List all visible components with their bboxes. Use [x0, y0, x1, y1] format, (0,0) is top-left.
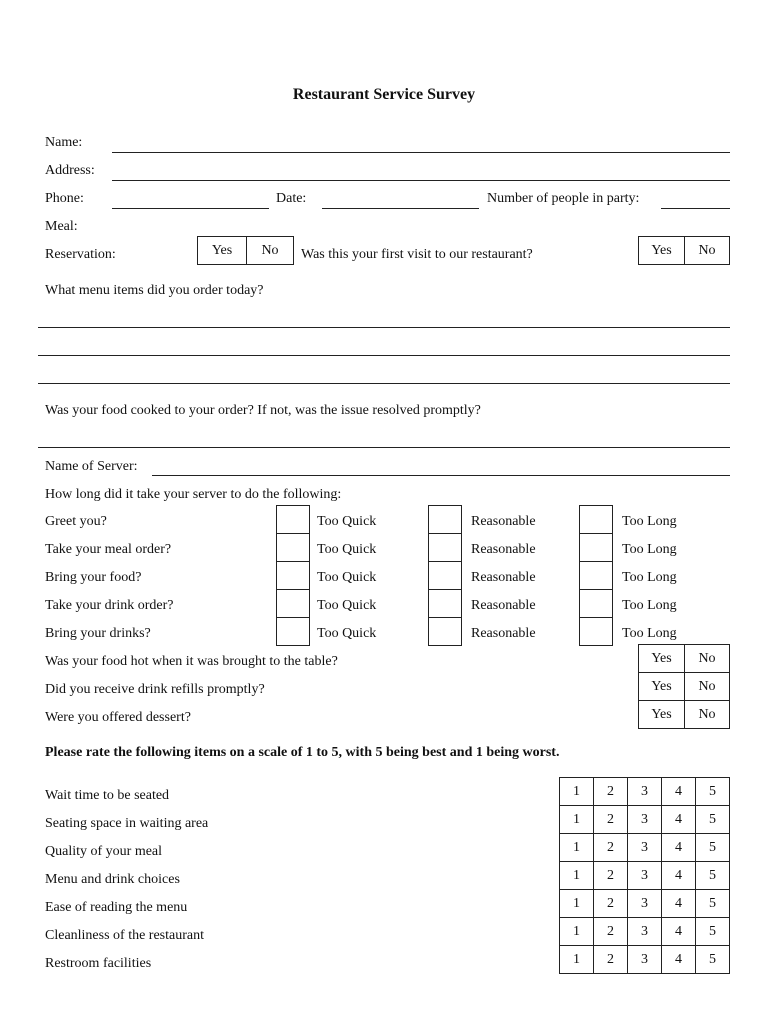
rating-item-label: Ease of reading the menu	[45, 900, 188, 915]
rating-value: 3	[641, 951, 648, 967]
timing-checkbox-too-long[interactable]	[579, 505, 613, 534]
rating-value: 1	[573, 895, 580, 911]
reservation-label: Reservation:	[45, 247, 116, 262]
rating-instruction: Please rate the following items on a scale of 1 to 5, with 5 being best and 1 being worst.	[45, 745, 560, 760]
rating-value: 5	[709, 867, 716, 883]
rating-option-3[interactable]	[627, 805, 662, 834]
timing-option-label: Too Quick	[317, 542, 377, 557]
timing-question: Bring your drinks?	[45, 626, 151, 641]
rating-option-4[interactable]	[661, 945, 696, 974]
rating-option-2[interactable]	[593, 917, 628, 946]
rating-option-3[interactable]	[627, 777, 662, 806]
no-text: No	[698, 678, 716, 694]
rating-option-2[interactable]	[593, 861, 628, 890]
menu-items-line-1[interactable]	[38, 327, 730, 328]
yes-no-no-option[interactable]	[684, 672, 730, 701]
rating-option-4[interactable]	[661, 917, 696, 946]
rating-value: 5	[709, 923, 716, 939]
rating-item-label: Quality of your meal	[45, 844, 163, 859]
rating-option-2[interactable]	[593, 777, 628, 806]
menu-items-question: What menu items did you order today?	[45, 283, 264, 298]
rating-value: 2	[607, 923, 614, 939]
server-field[interactable]	[152, 475, 730, 476]
yes-text: Yes	[651, 678, 672, 694]
rating-option-5[interactable]	[695, 805, 730, 834]
rating-option-1[interactable]	[559, 889, 594, 918]
rating-value: 3	[641, 839, 648, 855]
yes-no-question: Did you receive drink refills promptly?	[45, 682, 265, 697]
rating-value: 3	[641, 811, 648, 827]
rating-value: 4	[675, 783, 682, 799]
rating-value: 1	[573, 783, 580, 799]
rating-value: 3	[641, 895, 648, 911]
rating-option-5[interactable]	[695, 945, 730, 974]
rating-option-2[interactable]	[593, 945, 628, 974]
rating-value: 1	[573, 923, 580, 939]
yes-no-no-option[interactable]	[684, 644, 730, 673]
rating-value: 2	[607, 951, 614, 967]
address-field[interactable]	[112, 180, 730, 181]
server-label: Name of Server:	[45, 459, 138, 474]
name-field[interactable]	[112, 152, 730, 153]
menu-items-line-2[interactable]	[38, 355, 730, 356]
timing-question: Bring your food?	[45, 570, 142, 585]
timing-checkbox-too-quick[interactable]	[276, 589, 310, 618]
rating-option-1[interactable]	[559, 805, 594, 834]
cooked-question: Was your food cooked to your order? If not, was the issue resolved promptly?	[45, 403, 481, 418]
rating-option-3[interactable]	[627, 833, 662, 862]
rating-option-3[interactable]	[627, 889, 662, 918]
rating-value: 5	[709, 839, 716, 855]
timing-checkbox-too-quick[interactable]	[276, 505, 310, 534]
yes-text: Yes	[651, 242, 672, 258]
yes-text: Yes	[651, 706, 672, 722]
rating-value: 2	[607, 895, 614, 911]
rating-option-1[interactable]	[559, 833, 594, 862]
meal-label: Meal:	[45, 219, 78, 234]
rating-option-5[interactable]	[695, 889, 730, 918]
rating-value: 5	[709, 951, 716, 967]
party-field[interactable]	[661, 208, 730, 209]
timing-checkbox-reasonable[interactable]	[428, 505, 462, 534]
rating-value: 5	[709, 895, 716, 911]
rating-item-label: Menu and drink choices	[45, 872, 180, 887]
timing-option-label: Too Quick	[317, 514, 377, 529]
first-visit-yes-option[interactable]	[638, 236, 685, 265]
rating-value: 2	[607, 839, 614, 855]
timing-option-label: Reasonable	[471, 626, 536, 641]
timing-option-label: Too Long	[622, 626, 677, 641]
rating-value: 4	[675, 811, 682, 827]
rating-value: 3	[641, 923, 648, 939]
timing-checkbox-too-long[interactable]	[579, 589, 613, 618]
cooked-answer-line[interactable]	[38, 447, 730, 448]
rating-option-5[interactable]	[695, 861, 730, 890]
rating-item-label: Wait time to be seated	[45, 788, 170, 803]
rating-value: 1	[573, 839, 580, 855]
timing-option-label: Too Long	[622, 598, 677, 613]
timing-checkbox-too-long[interactable]	[579, 533, 613, 562]
rating-option-1[interactable]	[559, 861, 594, 890]
rating-value: 3	[641, 783, 648, 799]
timing-checkbox-too-quick[interactable]	[276, 617, 310, 646]
timing-option-label: Too Long	[622, 514, 677, 529]
timing-checkbox-too-long[interactable]	[579, 617, 613, 646]
rating-option-5[interactable]	[695, 833, 730, 862]
rating-value: 1	[573, 951, 580, 967]
timing-checkbox-reasonable[interactable]	[428, 589, 462, 618]
rating-option-2[interactable]	[593, 805, 628, 834]
yes-text: Yes	[651, 650, 672, 666]
yes-no-yes-option[interactable]	[638, 644, 685, 673]
reservation-no-option[interactable]	[246, 236, 294, 265]
rating-value: 4	[675, 895, 682, 911]
rating-option-1[interactable]	[559, 777, 594, 806]
timing-question: Take your drink order?	[45, 598, 174, 613]
timing-checkbox-reasonable[interactable]	[428, 561, 462, 590]
rating-option-5[interactable]	[695, 917, 730, 946]
timing-checkbox-too-quick[interactable]	[276, 533, 310, 562]
timing-checkbox-reasonable[interactable]	[428, 533, 462, 562]
rating-option-3[interactable]	[627, 945, 662, 974]
rating-option-4[interactable]	[661, 833, 696, 862]
rating-value: 1	[573, 867, 580, 883]
timing-option-label: Reasonable	[471, 598, 536, 613]
rating-option-5[interactable]	[695, 777, 730, 806]
timing-option-label: Reasonable	[471, 542, 536, 557]
timing-option-label: Too Long	[622, 570, 677, 585]
timing-option-label: Reasonable	[471, 570, 536, 585]
rating-value: 4	[675, 867, 682, 883]
rating-value: 4	[675, 923, 682, 939]
rating-option-3[interactable]	[627, 917, 662, 946]
first-visit-question: Was this your first visit to our restaurant?	[301, 247, 533, 262]
no-text: No	[698, 706, 716, 722]
rating-value: 3	[641, 867, 648, 883]
phone-label: Phone:	[45, 191, 84, 206]
phone-field[interactable]	[112, 208, 269, 209]
rating-option-4[interactable]	[661, 805, 696, 834]
reservation-yes-option[interactable]	[197, 236, 247, 265]
timing-option-label: Too Long	[622, 542, 677, 557]
rating-option-1[interactable]	[559, 945, 594, 974]
rating-option-3[interactable]	[627, 861, 662, 890]
yes-text: Yes	[211, 242, 233, 258]
no-text: No	[698, 650, 716, 666]
menu-items-line-3[interactable]	[38, 383, 730, 384]
rating-item-label: Cleanliness of the restaurant	[45, 928, 205, 943]
rating-option-4[interactable]	[661, 861, 696, 890]
rating-option-1[interactable]	[559, 917, 594, 946]
rating-value: 2	[607, 867, 614, 883]
no-text: No	[261, 242, 279, 258]
rating-value: 5	[709, 811, 716, 827]
timing-option-label: Reasonable	[471, 514, 536, 529]
rating-option-2[interactable]	[593, 889, 628, 918]
yes-no-question: Were you offered dessert?	[45, 710, 191, 725]
timing-option-label: Too Quick	[317, 626, 377, 641]
timing-option-label: Too Quick	[317, 570, 377, 585]
rating-value: 5	[709, 783, 716, 799]
date-field[interactable]	[322, 208, 479, 209]
first-visit-no-option[interactable]	[684, 236, 730, 265]
yes-no-no-option[interactable]	[684, 700, 730, 729]
how-long-heading: How long did it take your server to do the following:	[45, 487, 342, 502]
rating-value: 1	[573, 811, 580, 827]
date-label: Date:	[276, 191, 307, 206]
party-label: Number of people in party:	[487, 191, 640, 206]
rating-item-label: Seating space in waiting area	[45, 816, 209, 831]
timing-checkbox-too-quick[interactable]	[276, 561, 310, 590]
timing-question: Take your meal order?	[45, 542, 172, 557]
rating-value: 4	[675, 839, 682, 855]
timing-option-label: Too Quick	[317, 598, 377, 613]
rating-option-4[interactable]	[661, 777, 696, 806]
name-label: Name:	[45, 135, 83, 150]
no-text: No	[698, 242, 716, 258]
yes-no-yes-option[interactable]	[638, 700, 685, 729]
rating-value: 2	[607, 811, 614, 827]
rating-option-4[interactable]	[661, 889, 696, 918]
yes-no-yes-option[interactable]	[638, 672, 685, 701]
page-title: Restaurant Service Survey	[292, 86, 476, 103]
rating-value: 2	[607, 783, 614, 799]
yes-no-question: Was your food hot when it was brought to the table?	[45, 654, 338, 669]
timing-checkbox-too-long[interactable]	[579, 561, 613, 590]
timing-checkbox-reasonable[interactable]	[428, 617, 462, 646]
timing-question: Greet you?	[45, 514, 107, 529]
rating-value: 4	[675, 951, 682, 967]
rating-item-label: Restroom facilities	[45, 956, 152, 971]
rating-option-2[interactable]	[593, 833, 628, 862]
address-label: Address:	[45, 163, 95, 178]
